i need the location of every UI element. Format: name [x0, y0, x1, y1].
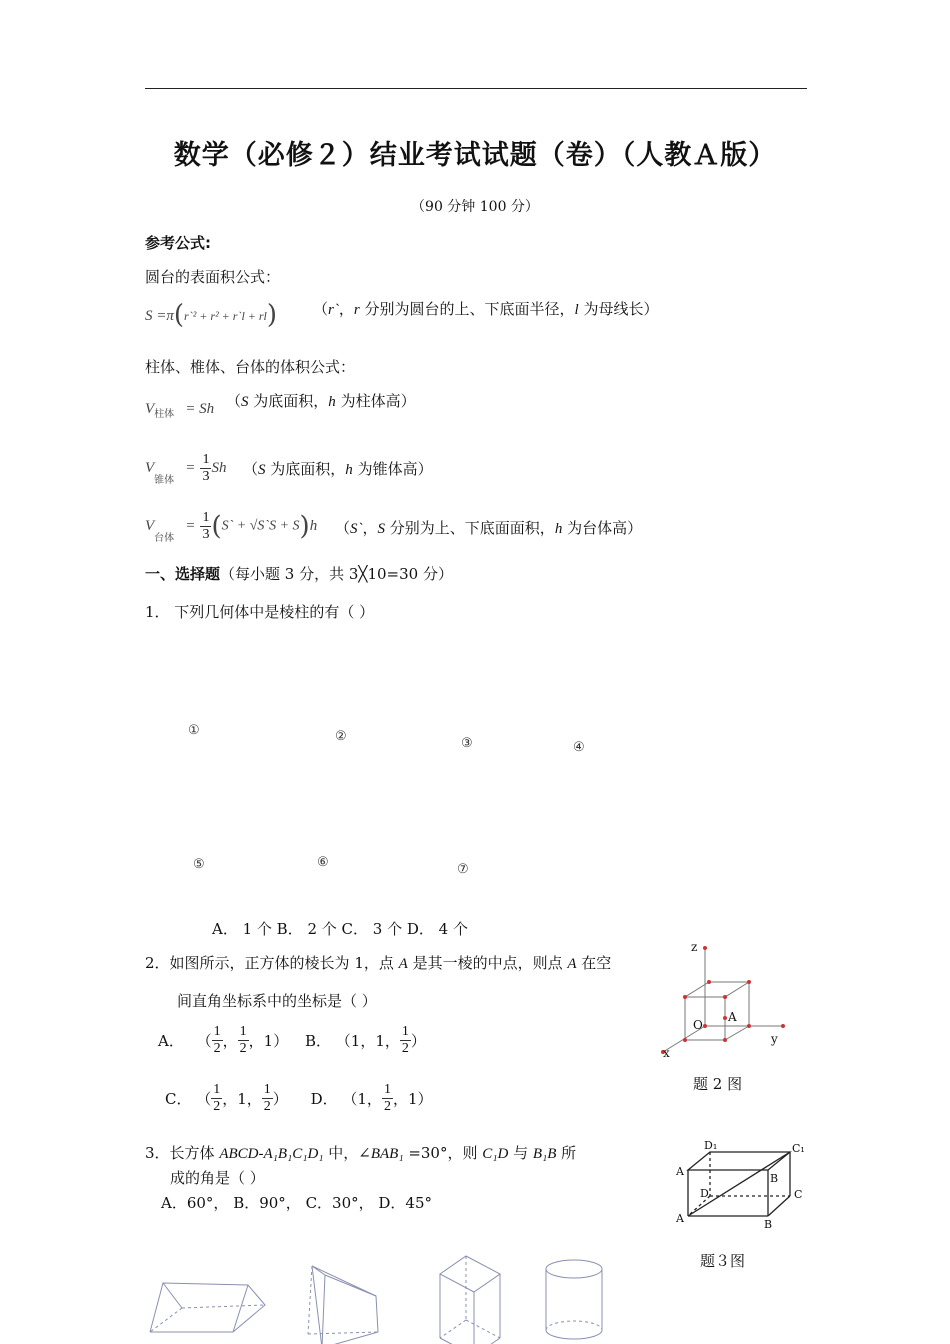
q2-point-a-label: A: [728, 1010, 737, 1024]
q3-label-d1: D₁: [704, 1139, 718, 1152]
question-1-options: A． 1 个 B． 2 个 C． 3 个 D． 4 个: [212, 920, 468, 938]
volume-label: 柱体、椎体、台体的体积公式：: [145, 358, 356, 376]
shape-1-prism: [150, 1283, 265, 1332]
header-rule: [145, 88, 807, 89]
section-1-heading: 一、选择题（每小题 3 分，共 3╳10=30 分）: [145, 565, 453, 583]
question-3-stem-line2: 成的角是（ ）: [170, 1169, 265, 1187]
shape-7-label: ⑦: [457, 862, 469, 877]
question-2-options-ab: A． （ $\frac{1}{2}$ ， $\frac{1}{2}$ ，1） B． （1，1， $\frac{1}{2}$ ）: [158, 1024, 426, 1056]
question-2-stem: 2．如图所示，正方体的棱长为 1，点 A 是其一棱的中点，则点 A 在空: [145, 954, 612, 972]
question-3-options: A．60°， B．90°， C．30°， D．45°: [161, 1194, 433, 1212]
page-subtitle: （90 分钟 100 分）: [411, 199, 539, 215]
q2-axis-y: y: [771, 1032, 778, 1046]
frustum-volume-note: （S`，S 分别为上、下底面面积，h 为台体高）: [335, 519, 643, 537]
frustum-area-formula: S =π(r`² + r² + r`l + rl): [145, 300, 278, 330]
shape-2-label: ②: [335, 729, 347, 744]
frustum-volume-formula: $V_{台体}$ = $\frac{1}{3}$ (S` + √S`S + S)h: [145, 510, 318, 544]
shape-4-cylinder: [546, 1260, 602, 1339]
q3-label-b: B: [764, 1218, 773, 1231]
question-1-figures: [0, 620, 950, 920]
prism-volume-note: （S 为底面积，h 为柱体高）: [226, 392, 416, 410]
question-2-caption: 题 2 图: [693, 1075, 743, 1093]
question-3-figure: [672, 1140, 812, 1240]
shape-1-label: ①: [188, 723, 200, 738]
question-3-stem: 3．长方体 ABCD-A₁B₁C₁D₁ 中，∠BAB₁ =30°，则 C₁D 与 B₁B 所: [145, 1144, 577, 1162]
formula-body: r`² + r² + r`l + rl: [184, 309, 267, 323]
reference-header: 参考公式:: [145, 234, 211, 252]
cone-volume-note: （S 为底面积，h 为锥体高）: [243, 460, 433, 478]
frustum-area-note: （r`，r 分别为圆台的上、下底面半径，l 为母线长）: [313, 300, 659, 318]
q3-label-c: C: [794, 1188, 803, 1201]
shape-3-box: [440, 1256, 500, 1344]
shape-4-label: ④: [573, 740, 585, 755]
q2-axis-z: z: [691, 940, 698, 954]
question-2-options-cd: C． （ $\frac{1}{2}$ ，1， $\frac{1}{2}$ ） D． （1， $\frac{1}{2}$ ，1）: [165, 1082, 433, 1114]
shape-5-label: ⑤: [193, 857, 205, 872]
shape-3-label: ③: [461, 736, 473, 751]
q2-axis-x: x: [663, 1046, 670, 1060]
prism-volume-formula: $V_{柱体} = Sh$: [145, 401, 215, 420]
question-3-caption: 题３图: [700, 1252, 746, 1270]
formula-prefix: S =π: [145, 308, 174, 324]
q3-label-c1: C₁: [792, 1142, 805, 1155]
question-2-stem-line2: 间直角坐标系中的坐标是（ ）: [177, 992, 377, 1010]
shape-2-wedge: [308, 1266, 378, 1344]
shape-6-label: ⑥: [317, 855, 329, 870]
frustum-area-label: 圆台的表面积公式：: [145, 268, 281, 286]
q3-label-b1: B: [770, 1172, 779, 1185]
q3-label-a1: A: [676, 1165, 684, 1178]
q3-label-d: D: [700, 1187, 709, 1200]
question-1-stem: 1． 下列几何体中是棱柱的有（ ）: [145, 603, 375, 621]
q2-origin-label: O: [693, 1018, 703, 1032]
q3-label-a: A: [676, 1212, 684, 1225]
question-2-figure: [655, 940, 795, 1070]
cone-volume-formula: $V_{锥体}$ = $\frac{1}{3}$ Sh: [145, 452, 227, 486]
page-title: 数学（必修２）结业考试试题（卷）（人教Ａ版）: [173, 140, 777, 171]
